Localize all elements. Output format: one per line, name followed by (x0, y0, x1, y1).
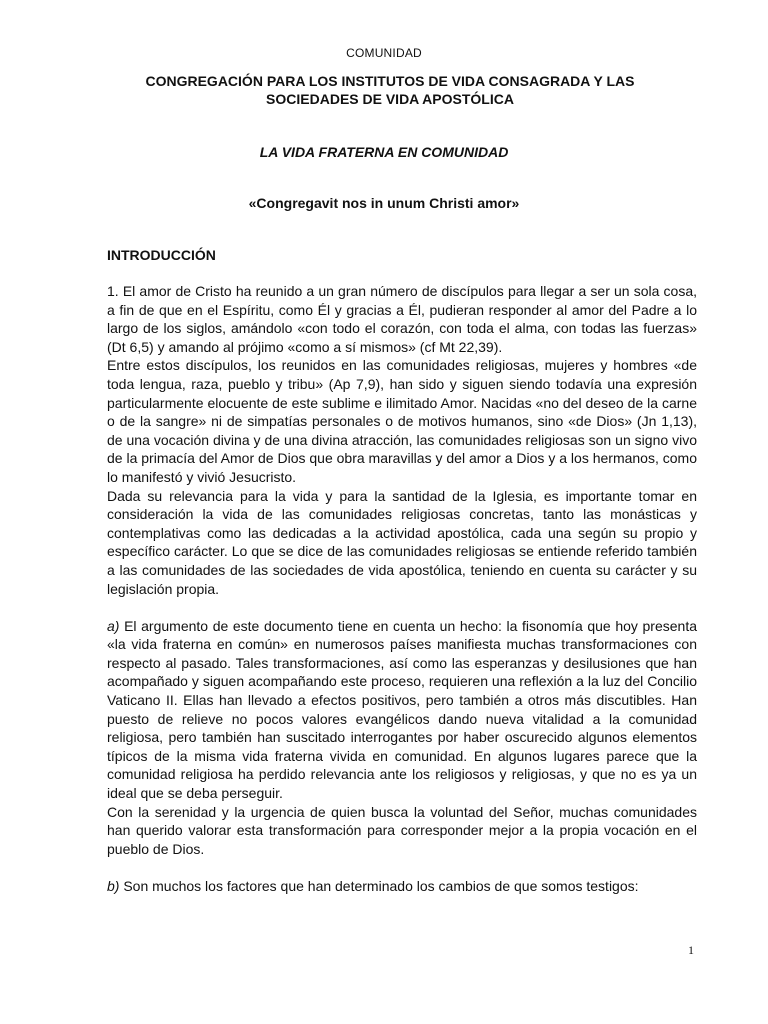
running-header: COMUNIDAD (346, 46, 422, 60)
paragraph-3: Dada su relevancia para la vida y para la santidad de la Iglesia, es importante tomar en consideración la vida de las comunidades religiosas concretas, tanto las monásticas y contemplativas como las dedicadas a la actividad apostólica, cada una según su propio y específico carácter. Lo que se dice de las comunidades religiosas se entiende referido también a las comunidades de las sociedades de vida apostólica, teniendo en cuenta su carácter y su legislación propia. (107, 487, 697, 597)
document-title: CONGREGACIÓN PARA LOS INSTITUTOS DE VIDA CONSAGRADA Y LAS SOCIEDADES DE VIDA APOSTÓLICA (145, 73, 635, 107)
paragraph-2: Entre estos discípulos, los reunidos en las comunidades religiosas, mujeres y hombres «de toda lengua, raza, pueblo y tribu» (Ap 7,9), han sido y siguen siendo todavía una expresión particularmente elocuente de este sublime e ilimitado Amor. Nacidas «no del deseo de la carne o de la sangre» ni de simpatías personales o de motivos humanos, sino «de Dios» (Jn 1,13), de una vocación divina y de una divina atracción, las comunidades religiosas son un signo vivo de la primacía del Amor de Dios que obra maravillas y del amor a Dios y a los hermanos, como lo manifestó y vivió Jesucristo. (107, 357, 697, 485)
paragraph-a-marker: a) (107, 617, 120, 634)
document-subtitle: LA VIDA FRATERNA EN COMUNIDAD (259, 144, 509, 160)
paragraph-b-text: Son muchos los factores que han determinado los cambios de que somos testigos: (119, 878, 639, 894)
paragraph-a (107, 617, 697, 803)
paragraph-a-continued: Con la serenidad y la urgencia de quien busca la voluntad del Señor, muchas comunidades han querido valorar esta transformación para corresponder mejor a la propia vocación en el pueblo de Dios. (107, 803, 697, 857)
document-motto: «Congregavit nos in unum Christi amor» (248, 195, 520, 211)
section-heading: INTRODUCCIÓN (107, 247, 216, 263)
page-number: 1 (688, 943, 694, 957)
paragraph-b-marker: b) (107, 878, 120, 894)
paragraph-b (107, 877, 697, 896)
document-body (107, 282, 697, 896)
paragraph-a-text: El argumento de este documento tiene en cuenta un hecho: la fisonomía que hoy presenta «la vida fraterna en común» en numerosos países manifiesta muchas transformaciones con respecto al pasado. Tales transformaciones, así como las esperanzas y desilusiones que han acompañado y siguen acompañando este proceso, requieren una reflexión a la luz del Concilio Vaticano II. Ellas han llevado a efectos positivos, pero también a otros más discutibles. Han puesto de relieve no pocos valores evangélicos dando nueva vitalidad a la comunidad religiosa, pero también han suscitado interrogantes por haber oscurecido algunos elementos típicos de la misma vida fraterna vivida en comunidad. En algunos lugares parece que la comunidad religiosa ha perdido relevancia ante los religiosos y religiosas, y que no es ya un ideal que se deba perseguir. (107, 617, 697, 802)
paragraph-1: 1. El amor de Cristo ha reunido a un gran número de discípulos para llegar a ser un sola cosa, a fin de que en el Espíritu, como Él y gracias a Él, pudieran responder al amor del Padre a lo largo de los siglos, amándolo «con todo el corazón, con toda el alma, con todas las fuerzas» (Dt 6,5) y amando al prójimo «como a sí mismos» (cf Mt 22,39). (107, 283, 697, 355)
